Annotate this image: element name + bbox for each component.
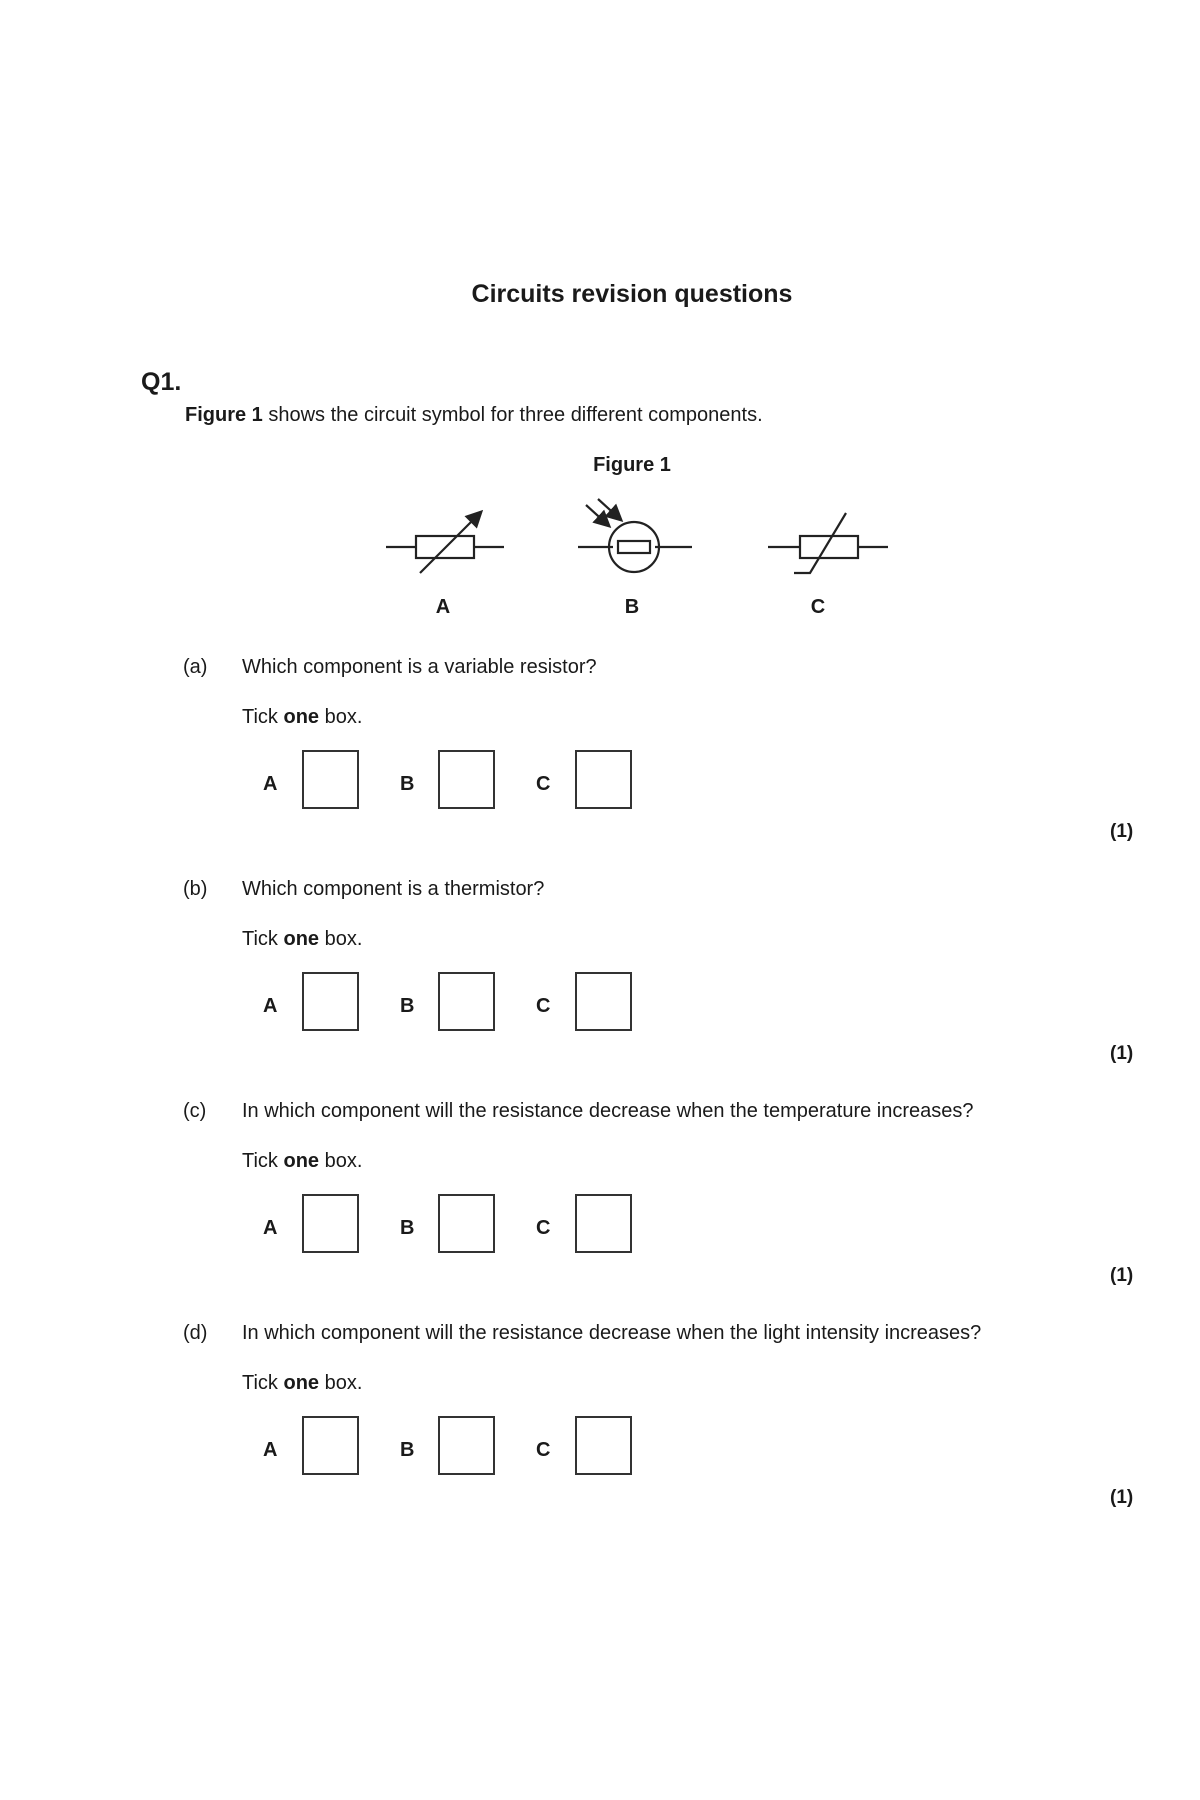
- option-label-a: A: [263, 1217, 278, 1239]
- tick-instruction: [242, 1150, 362, 1173]
- tick-pre: Tick: [242, 706, 284, 728]
- tick-pre: Tick: [242, 1150, 284, 1172]
- part-label: (a): [183, 656, 208, 678]
- tick-post: box.: [319, 1150, 363, 1172]
- part-d: [0, 1322, 1200, 1542]
- option-label-c: C: [536, 773, 551, 795]
- tick-post: box.: [319, 928, 363, 950]
- option-label-c: C: [536, 1217, 551, 1239]
- option-label-a: A: [263, 1439, 278, 1461]
- part-question: In which component will the resistance decrease when the temperature increases?: [242, 1100, 974, 1122]
- figure-label-b: B: [624, 596, 640, 618]
- option-label-c: C: [536, 1439, 551, 1461]
- ldr-symbol: [578, 499, 692, 572]
- part-question: Which component is a variable resistor?: [242, 656, 597, 678]
- option-label-b: B: [400, 1439, 415, 1461]
- tick-post: box.: [319, 1372, 363, 1394]
- marks-label: (1): [1110, 1265, 1134, 1286]
- marks-label: (1): [1110, 1487, 1134, 1508]
- tick-bold: one: [283, 1372, 320, 1394]
- tick-box-c[interactable]: [575, 750, 632, 809]
- figure-title: Figure 1: [593, 454, 671, 476]
- thermistor-symbol: [768, 513, 888, 573]
- tick-box-b[interactable]: [438, 1194, 495, 1253]
- tick-pre: Tick: [242, 928, 284, 950]
- tick-bold: one: [283, 1150, 320, 1172]
- option-label-a: A: [263, 995, 278, 1017]
- figure-label-a: A: [435, 596, 451, 618]
- tick-box-a[interactable]: [302, 1416, 359, 1475]
- part-label: (b): [183, 878, 208, 900]
- question-intro: [185, 404, 763, 427]
- question-number: Q1.: [141, 368, 182, 396]
- option-label-a: A: [263, 773, 278, 795]
- part-a: [0, 656, 1200, 876]
- figure-label-c: C: [810, 596, 826, 618]
- tick-box-a[interactable]: [302, 750, 359, 809]
- tick-box-b[interactable]: [438, 1416, 495, 1475]
- tick-box-a[interactable]: [302, 1194, 359, 1253]
- part-c: [0, 1100, 1200, 1320]
- intro-text: shows the circuit symbol for three different components.: [262, 404, 763, 426]
- option-label-b: B: [400, 773, 415, 795]
- tick-pre: Tick: [242, 1372, 284, 1394]
- marks-label: (1): [1110, 1043, 1134, 1064]
- intro-figure-ref: Figure 1: [185, 404, 263, 426]
- tick-post: box.: [319, 706, 363, 728]
- option-label-c: C: [536, 995, 551, 1017]
- part-question: In which component will the resistance decrease when the light intensity increases?: [242, 1322, 982, 1344]
- page-title: Circuits revision questions: [471, 280, 793, 308]
- tick-bold: one: [283, 928, 320, 950]
- option-label-b: B: [400, 995, 415, 1017]
- part-label: (c): [183, 1100, 207, 1122]
- option-label-b: B: [400, 1217, 415, 1239]
- tick-instruction: [242, 706, 362, 729]
- tick-box-a[interactable]: [302, 972, 359, 1031]
- variable-resistor-symbol: [386, 513, 504, 573]
- part-b: [0, 878, 1200, 1098]
- tick-bold: one: [283, 706, 320, 728]
- part-label: (d): [183, 1322, 208, 1344]
- tick-instruction: [242, 928, 362, 951]
- tick-box-c[interactable]: [575, 1416, 632, 1475]
- tick-instruction: [242, 1372, 362, 1395]
- marks-label: (1): [1110, 821, 1134, 842]
- tick-box-c[interactable]: [575, 972, 632, 1031]
- part-question: Which component is a thermistor?: [242, 878, 545, 900]
- tick-box-b[interactable]: [438, 972, 495, 1031]
- tick-box-c[interactable]: [575, 1194, 632, 1253]
- tick-box-b[interactable]: [438, 750, 495, 809]
